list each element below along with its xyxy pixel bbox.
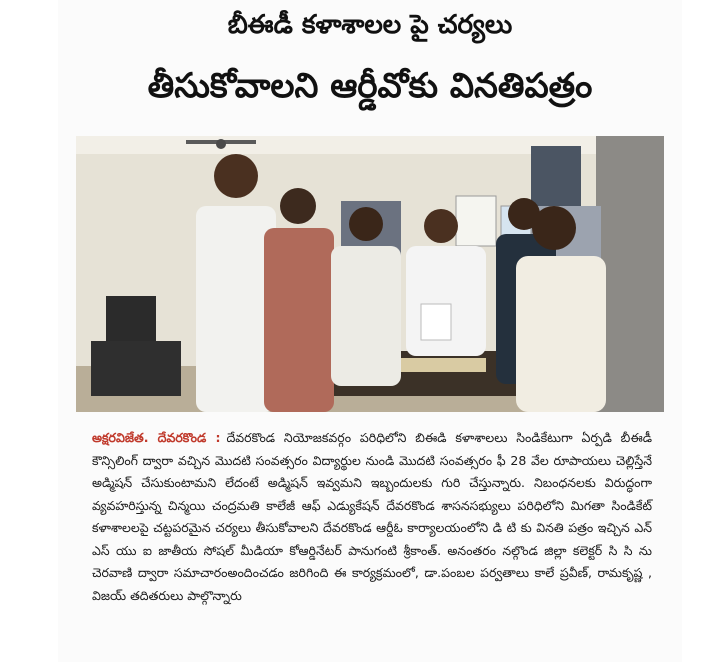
headline-line-1: బీఈడీ కళాశాలల పై చర్యలు <box>227 10 513 40</box>
newspaper-clipping <box>58 0 682 662</box>
article-text: దేవరకొండ నియోజకవర్గం పరిధిలోని బిఈడి కళాశాలలు సిండికేటుగా ఏర్పడి బీఈడీ కౌన్సిలింగ్ ద్వారా వచ్చిన మొదటి సంవత్సరం విద్యార్థుల నుండి మొదటి సంవత్సరం ఫీ 28 వేల రూపాయలు చెల్లిస్తేనే అడ్మిషన్ చేసుకుంటామని లేదంటే అడ్మిషన్ ఇవ్వమని ఇబ్బందులకు గురి చేస్తున్నారు. నిబంధనలకు విరుద్ధంగా వ్యవహరిస్తున్న చిన్మయి చంద్రమతి కాలేజీ ఆఫ్ ఎడ్యుకేషన్ దేవరకొండ శాసనసభ్యులు పరిధిలోని మిగతా సిండికేట్ కళాశాలలపై చట్టపరమైన చర్యలు తీసుకోవాలని దేవరకొండ ఆర్డీఓ కార్యాలయంలోని డి టి కు వినతి పత్రం ఇచ్చిన ఎన్ ఎస్ యు ఐ జాతీయ సోషల్ మీడియా కోఆర్డినేటర్ పానుగంటి శ్రీకాంత్. అనంతరం నల్గొండ జిల్లా కలెక్టర్ సి సి ను చెరవాణి ద్వారా సమాచారంఅందించడం జరిగింది ఈ కార్యక్రమంలో, డా.పంబల పర్వతాలు కాలే ప్రవీణ్, రామకృష్ణ , విజయ్ తదితరులు పాల్గొన్నారు <box>92 430 652 603</box>
news-photo <box>76 136 664 412</box>
photo-illustration <box>76 136 664 412</box>
dateline: అక్షరవిజేత. దేవరకొండ : <box>92 430 221 445</box>
article-body <box>92 427 652 607</box>
headline-line-2: తీసుకోవాలని ఆర్డీవోకు వినతిపత్రం <box>147 66 593 106</box>
